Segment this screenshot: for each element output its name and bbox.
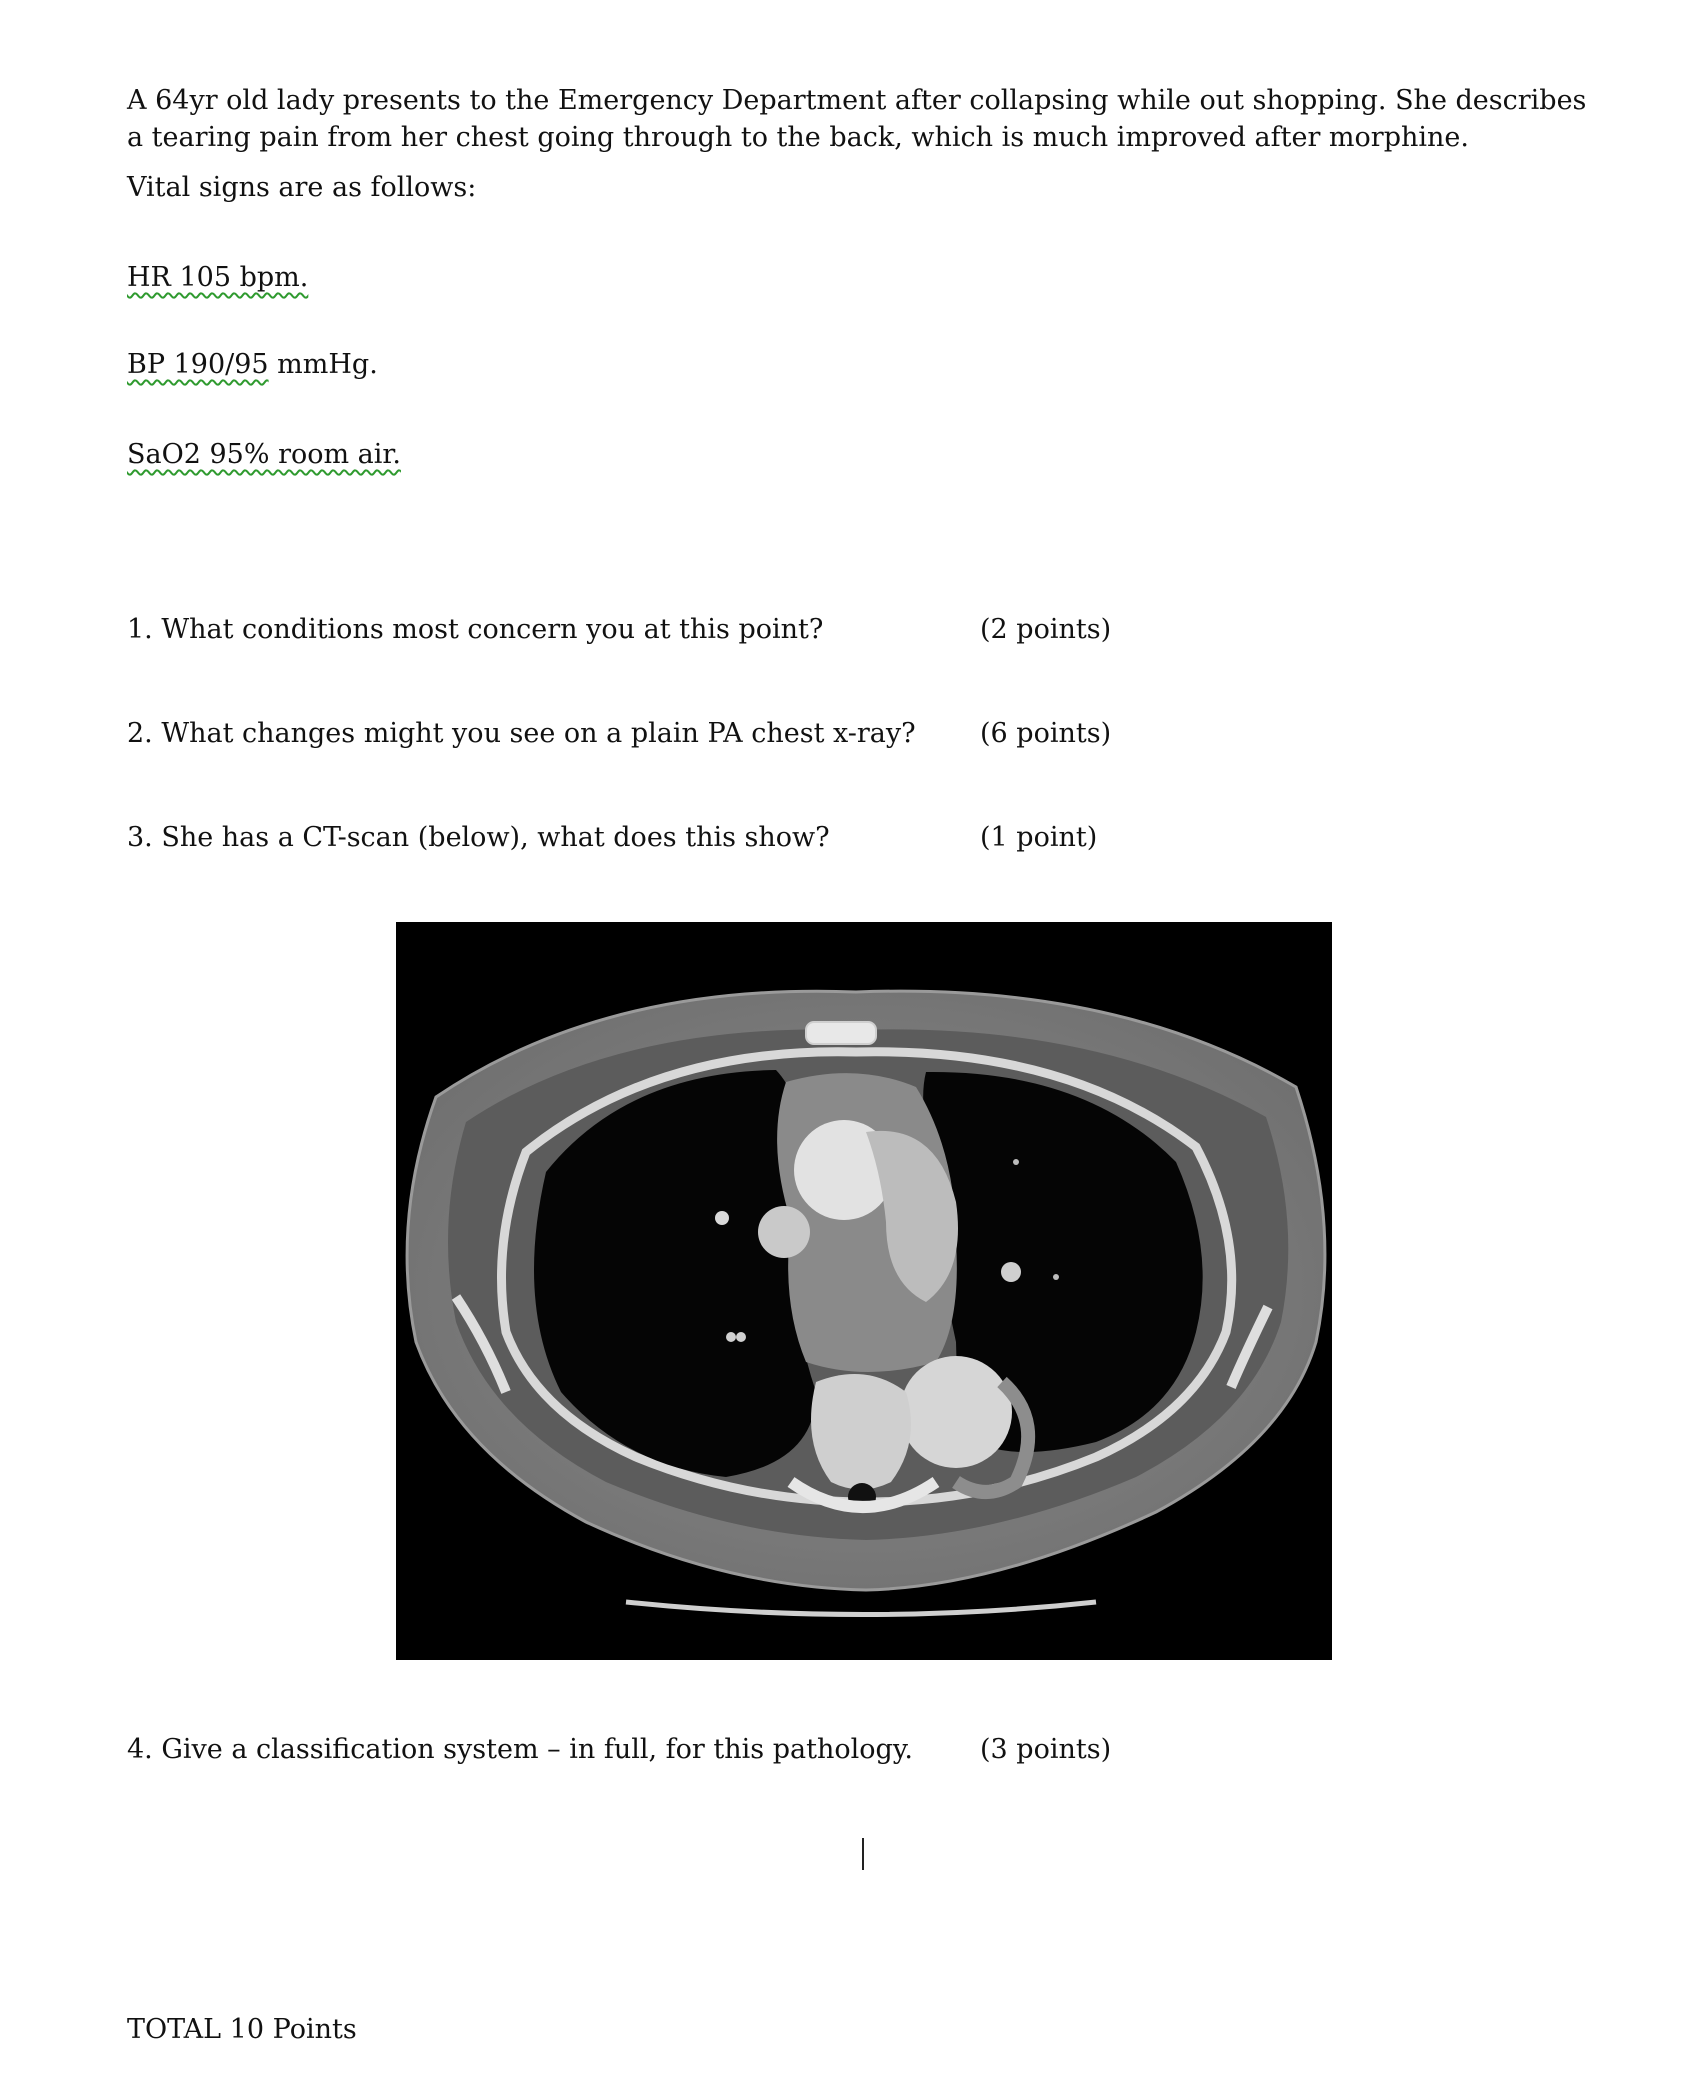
- vital-bp-unit: mmHg.: [268, 349, 378, 380]
- question-2-points: (6 points): [980, 718, 1112, 749]
- vital-bp-value: BP 190/95: [127, 349, 269, 380]
- vital-blood-pressure: [127, 347, 378, 383]
- question-3-points: (1 point): [980, 822, 1098, 853]
- question-3: 3. She has a CT-scan (below), what does this show?: [127, 822, 830, 853]
- scenario-paragraph: A 64yr old lady presents to the Emergency Department after collapsing while out shopping. She describes a tearing pain from her chest going through to the back, which is much improved after morphine.: [127, 85, 1587, 153]
- ct-scan-drawing: [396, 922, 1332, 1660]
- vital-sao2-text: SaO2 95% room air.: [127, 439, 401, 470]
- vital-heart-rate: [127, 260, 308, 296]
- text-cursor: [862, 1838, 864, 1870]
- vitals-heading: Vital signs are as follows:: [127, 172, 477, 203]
- question-1-points: (2 points): [980, 614, 1112, 645]
- total-points: TOTAL 10 Points: [127, 2014, 357, 2045]
- question-4-points: (3 points): [980, 1734, 1112, 1765]
- question-1: 1. What conditions most concern you at this point?: [127, 614, 824, 645]
- question-4: 4. Give a classification system – in full, for this pathology.: [127, 1734, 914, 1765]
- question-2: 2. What changes might you see on a plain PA chest x-ray?: [127, 718, 916, 749]
- ct-scan-image: [396, 922, 1332, 1660]
- vital-oxygen-saturation: [127, 437, 401, 473]
- vital-heart-rate-text: HR 105 bpm.: [127, 262, 309, 293]
